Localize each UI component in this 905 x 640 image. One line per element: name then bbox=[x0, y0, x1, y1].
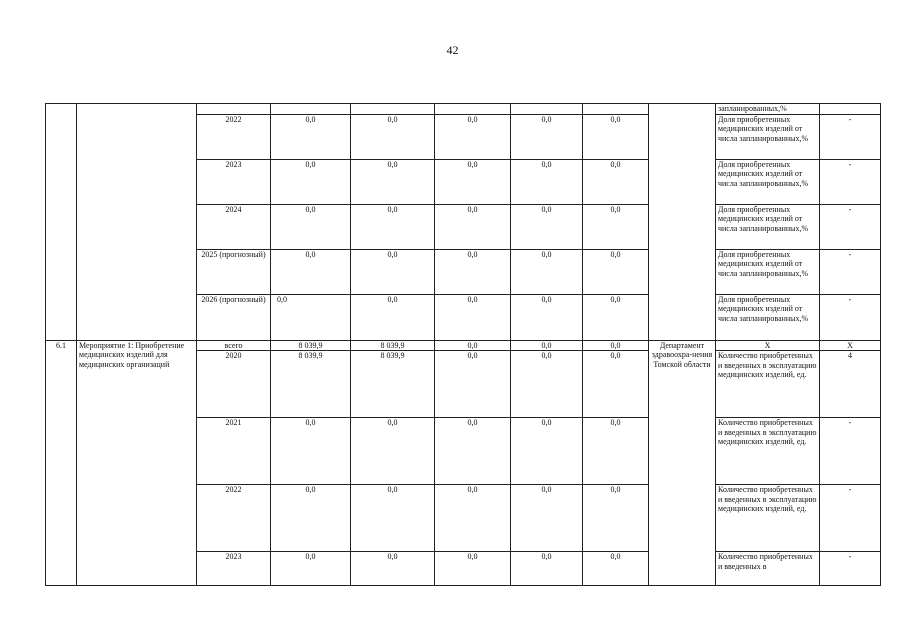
value-cell: 0,0 bbox=[271, 249, 351, 294]
year-cell: 2022 bbox=[197, 114, 271, 159]
target-cell: - bbox=[820, 552, 881, 586]
value-cell: 8 039,9 bbox=[271, 351, 351, 418]
value-cell: 0,0 bbox=[435, 204, 511, 249]
table-body bbox=[46, 104, 881, 586]
value-cell: 0,0 bbox=[351, 418, 435, 485]
value-cell: 0,0 bbox=[583, 418, 649, 485]
target-cell: - bbox=[820, 294, 881, 340]
value-cell: 0,0 bbox=[583, 294, 649, 340]
value-cell: 0,0 bbox=[271, 485, 351, 552]
indicator-cell: Количество приобретенных и введенных в эксплуатацию медицинских изделий, ед. bbox=[716, 351, 820, 418]
department-cell: Департамент здравоохра-нения Томской области bbox=[649, 340, 716, 586]
page-number: 42 bbox=[446, 43, 459, 57]
value-cell: 0,0 bbox=[271, 114, 351, 159]
value-cell: 0,0 bbox=[583, 552, 649, 586]
value-cell: 0,0 bbox=[511, 159, 583, 204]
value-cell: 0,0 bbox=[435, 159, 511, 204]
value-cell bbox=[435, 104, 511, 115]
indicator-cell: Доля приобретенных медицинских изделий от числа запланированных,% bbox=[716, 114, 820, 159]
value-cell: 0,0 bbox=[511, 351, 583, 418]
value-cell: 0,0 bbox=[351, 485, 435, 552]
value-cell: 0,0 bbox=[435, 552, 511, 586]
value-cell: 8 039,9 bbox=[351, 340, 435, 351]
target-cell: - bbox=[820, 159, 881, 204]
value-cell: 0,0 bbox=[511, 552, 583, 586]
year-cell: 2020 bbox=[197, 351, 271, 418]
table-row bbox=[46, 340, 881, 351]
value-cell bbox=[197, 104, 271, 115]
value-cell: 0,0 bbox=[435, 418, 511, 485]
value-cell: 0,0 bbox=[511, 340, 583, 351]
value-cell: 0,0 bbox=[271, 552, 351, 586]
program-table bbox=[45, 103, 881, 586]
value-cell: 0,0 bbox=[271, 294, 351, 340]
target-cell: - bbox=[820, 249, 881, 294]
year-cell: 2024 bbox=[197, 204, 271, 249]
measure-name: Мероприятие 1: Приобретение медицинских изделий для медицинских организаций bbox=[77, 340, 197, 586]
value-cell: 0,0 bbox=[435, 485, 511, 552]
name-cell bbox=[77, 104, 197, 341]
value-cell: 0,0 bbox=[351, 159, 435, 204]
value-cell: 8 039,9 bbox=[351, 351, 435, 418]
year-cell: 2022 bbox=[197, 485, 271, 552]
target-cell: 4 bbox=[820, 351, 881, 418]
table-row bbox=[46, 104, 881, 115]
value-cell: 0,0 bbox=[271, 418, 351, 485]
value-cell: 0,0 bbox=[435, 351, 511, 418]
indicator-cell: Доля приобретенных медицинских изделий от числа запланированных,% bbox=[716, 159, 820, 204]
target-cell: - bbox=[820, 485, 881, 552]
indicator-cell: Количество приобретенных и введенных в эксплуатацию медицинских изделий, ед. bbox=[716, 418, 820, 485]
value-cell: 0,0 bbox=[583, 114, 649, 159]
year-cell: 2021 bbox=[197, 418, 271, 485]
value-cell: 0,0 bbox=[271, 204, 351, 249]
indicator-cell: Количество приобретенных и введенных в эксплуатацию медицинских изделий, ед. bbox=[716, 485, 820, 552]
value-cell: 0,0 bbox=[583, 159, 649, 204]
value-cell: 0,0 bbox=[583, 351, 649, 418]
target-cell bbox=[820, 104, 881, 115]
value-cell bbox=[271, 104, 351, 115]
value-cell: 0,0 bbox=[435, 249, 511, 294]
target-cell: - bbox=[820, 204, 881, 249]
department-cell bbox=[649, 104, 716, 341]
value-cell: 0,0 bbox=[583, 204, 649, 249]
value-cell: 0,0 bbox=[435, 340, 511, 351]
indicator-cell: Доля приобретенных медицинских изделий от числа запланированных,% bbox=[716, 204, 820, 249]
value-cell: 0,0 bbox=[351, 552, 435, 586]
year-cell: всего bbox=[197, 340, 271, 351]
target-cell: - bbox=[820, 418, 881, 485]
indicator-cell: Доля приобретенных медицинских изделий от числа запланированных,% bbox=[716, 294, 820, 340]
value-cell: 0,0 bbox=[511, 418, 583, 485]
value-cell bbox=[583, 104, 649, 115]
value-cell: 0,0 bbox=[583, 485, 649, 552]
value-cell: 0,0 bbox=[435, 114, 511, 159]
indicator-cell: запланированных,% bbox=[716, 104, 820, 115]
value-cell: 0,0 bbox=[511, 204, 583, 249]
value-cell: 0,0 bbox=[351, 204, 435, 249]
target-cell: - bbox=[820, 114, 881, 159]
value-cell: 0,0 bbox=[511, 249, 583, 294]
indicator-cell: Количество приобретенных и введенных в bbox=[716, 552, 820, 586]
value-cell: 0,0 bbox=[511, 294, 583, 340]
value-cell: 0,0 bbox=[351, 294, 435, 340]
year-cell: 2026 (прогнозный) bbox=[197, 294, 271, 340]
indicator-cell: Доля приобретенных медицинских изделий от числа запланированных,% bbox=[716, 249, 820, 294]
value-cell: 0,0 bbox=[511, 114, 583, 159]
value-cell: 0,0 bbox=[583, 340, 649, 351]
value-cell: 0,0 bbox=[271, 159, 351, 204]
year-cell: 2023 bbox=[197, 552, 271, 586]
target-cell: Х bbox=[820, 340, 881, 351]
value-cell: 0,0 bbox=[511, 485, 583, 552]
measure-number: 6.1 bbox=[46, 340, 77, 586]
year-cell: 2023 bbox=[197, 159, 271, 204]
value-cell: 0,0 bbox=[435, 294, 511, 340]
value-cell: 8 039,9 bbox=[271, 340, 351, 351]
indicator-cell: Х bbox=[716, 340, 820, 351]
num-cell bbox=[46, 104, 77, 341]
value-cell: 0,0 bbox=[351, 114, 435, 159]
year-cell: 2025 (прогнозный) bbox=[197, 249, 271, 294]
value-cell: 0,0 bbox=[351, 249, 435, 294]
value-cell bbox=[511, 104, 583, 115]
value-cell: 0,0 bbox=[583, 249, 649, 294]
value-cell bbox=[351, 104, 435, 115]
